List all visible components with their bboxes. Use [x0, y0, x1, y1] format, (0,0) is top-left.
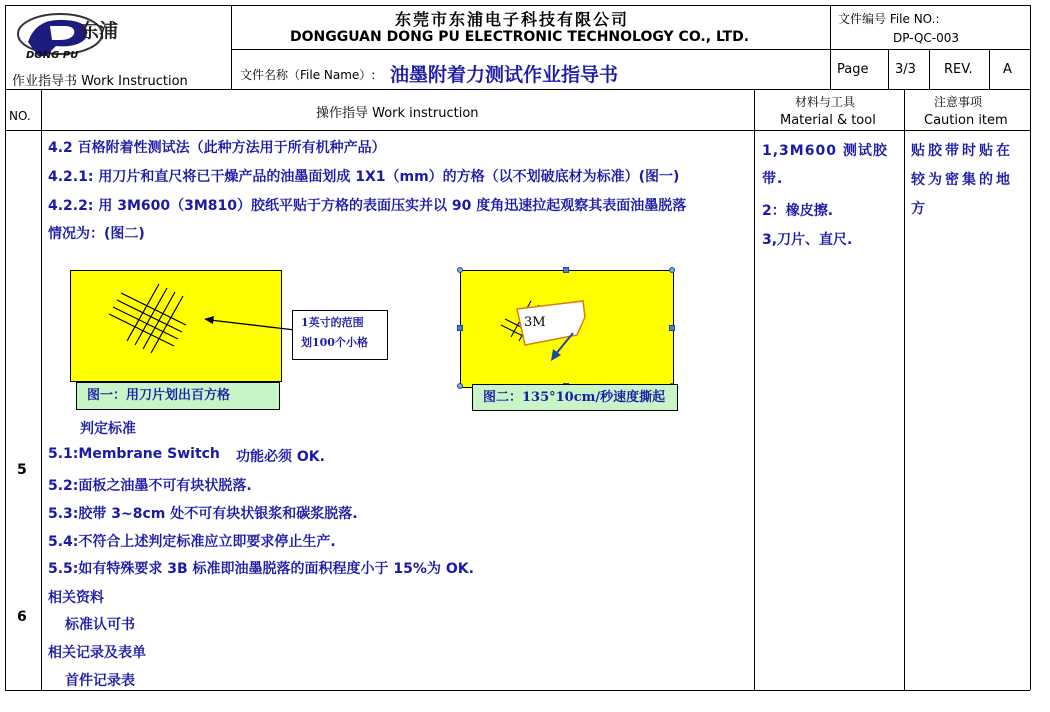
rev-value: A — [1003, 62, 1012, 77]
figure-2-tape-label: 3M — [524, 315, 546, 330]
col-header-material-en: Material & tool — [780, 113, 876, 128]
judgement-heading: 判定标准 — [80, 421, 136, 437]
page-label: Page — [837, 62, 869, 77]
figure-2-handle-tr[interactable] — [669, 267, 675, 273]
criterion-5-1-b: 功能必须 OK. — [236, 449, 325, 465]
col-divider-material — [904, 89, 905, 690]
file-name-value: 油墨附着力测试作业指导书 — [390, 64, 619, 86]
figure-2-handle-bl[interactable] — [457, 383, 463, 389]
instruction-4-2: 4.2 百格附着性测试法（此种方法用于所有机种产品） — [48, 140, 386, 156]
header-divider-bottom — [5, 89, 1030, 90]
company-name-cn: 东莞市东浦电子科技有限公司 — [395, 10, 630, 29]
figure-1-arrow-icon — [200, 310, 300, 340]
col-header-instruction: 操作指导 Work instruction — [316, 106, 479, 121]
criterion-5-4: 5.4:不符合上述判定标准应立即要求停止生产. — [48, 534, 336, 550]
table-border-right — [1030, 5, 1031, 690]
row-number-5: 5 — [17, 462, 27, 478]
logo-cn-text: 东浦 — [80, 20, 119, 42]
company-name-en: DONGGUAN DONG PU ELECTRONIC TECHNOLOGY CO., LTD. — [290, 29, 750, 45]
figure-1-callout-line1: 1英寸的范围 — [301, 316, 364, 329]
figure-2-handle-ml[interactable] — [457, 325, 463, 331]
table-border-top — [5, 5, 1030, 6]
peeled-grid-icon — [461, 271, 673, 387]
instruction-4-2-2: 4.2.2: 用 3M600（3M810）胶纸平贴于方格的表面压实并以 90 度角迅速拉起观察其表面油墨脱落 — [48, 198, 687, 214]
header-divider-fileno — [830, 5, 831, 89]
header-divider-pagev — [929, 49, 930, 89]
col-header-caution-cn: 注意事项 — [934, 95, 983, 109]
figure-2-handle-tl[interactable] — [457, 267, 463, 273]
figure-1-callout — [292, 310, 388, 360]
instruction-4-2-2-cont: 情况为：(图二) — [48, 226, 145, 242]
table-border-bottom — [5, 690, 1030, 691]
col-divider-instr — [754, 89, 755, 690]
left-caption: 作业指导书 Work Instruction — [12, 74, 188, 89]
file-no-value: DP-QC-003 — [893, 31, 960, 45]
related-docs-item: 标准认可书 — [65, 617, 135, 633]
figure-2-handle-mr[interactable] — [669, 325, 675, 331]
logo-en-text: DONG PU — [26, 50, 79, 61]
header-divider-mid — [231, 49, 1030, 50]
figure-1-caption: 图一：用刀片划出百方格 — [76, 382, 280, 410]
col-header-caution-en: Caution item — [924, 113, 1008, 128]
material-2: 2：橡皮擦. — [762, 203, 834, 219]
file-no-label: 文件编号 File NO.: — [838, 12, 940, 26]
col-header-material-cn: 材料与工具 — [795, 95, 856, 109]
material-1: 1,3M600 测试胶带. — [762, 143, 888, 187]
page-value: 3/3 — [895, 62, 916, 77]
caution-text: 贴胶带时贴在较为密集的地方 — [911, 143, 1013, 217]
rev-label: REV. — [944, 62, 973, 77]
related-docs-heading: 相关资料 — [48, 590, 104, 606]
criterion-5-5: 5.5:如有特殊要求 3B 标准即油墨脱落的面积程度小于 15%为 OK. — [48, 561, 474, 577]
related-records-item: 首件记录表 — [65, 673, 135, 689]
figure-1-callout-line2: 划100个小格 — [301, 336, 368, 349]
header-divider-rev — [989, 49, 990, 89]
figure-2-caption: 图二：135°10cm/秒速度撕起 — [472, 384, 678, 411]
header-divider-page — [888, 49, 889, 89]
col-divider-no — [41, 89, 42, 690]
columns-divider — [5, 130, 1030, 131]
table-border-left — [5, 5, 6, 690]
criterion-5-1-a: 5.1:Membrane Switch — [48, 446, 220, 462]
header-divider-logo — [231, 5, 232, 89]
criterion-5-3: 5.3:胶带 3~8cm 处不可有块状银浆和碳浆脱落. — [48, 506, 358, 522]
row-number-6: 6 — [17, 609, 27, 625]
figure-2-panel — [460, 270, 674, 388]
file-name-label: 文件名称（File Name）: — [240, 68, 376, 82]
instruction-4-2-1: 4.2.1: 用刀片和直尺将已干燥产品的油墨面划成 1X1（mm）的方格（以不划破底材为标准）(图一) — [48, 169, 680, 185]
col-header-no: NO. — [9, 109, 31, 123]
related-records-heading: 相关记录及表单 — [48, 645, 146, 661]
material-3: 3,刀片、直尺. — [762, 232, 853, 248]
figure-2-handle-tm[interactable] — [563, 267, 569, 273]
criterion-5-2: 5.2:面板之油墨不可有块状脱落. — [48, 478, 252, 494]
